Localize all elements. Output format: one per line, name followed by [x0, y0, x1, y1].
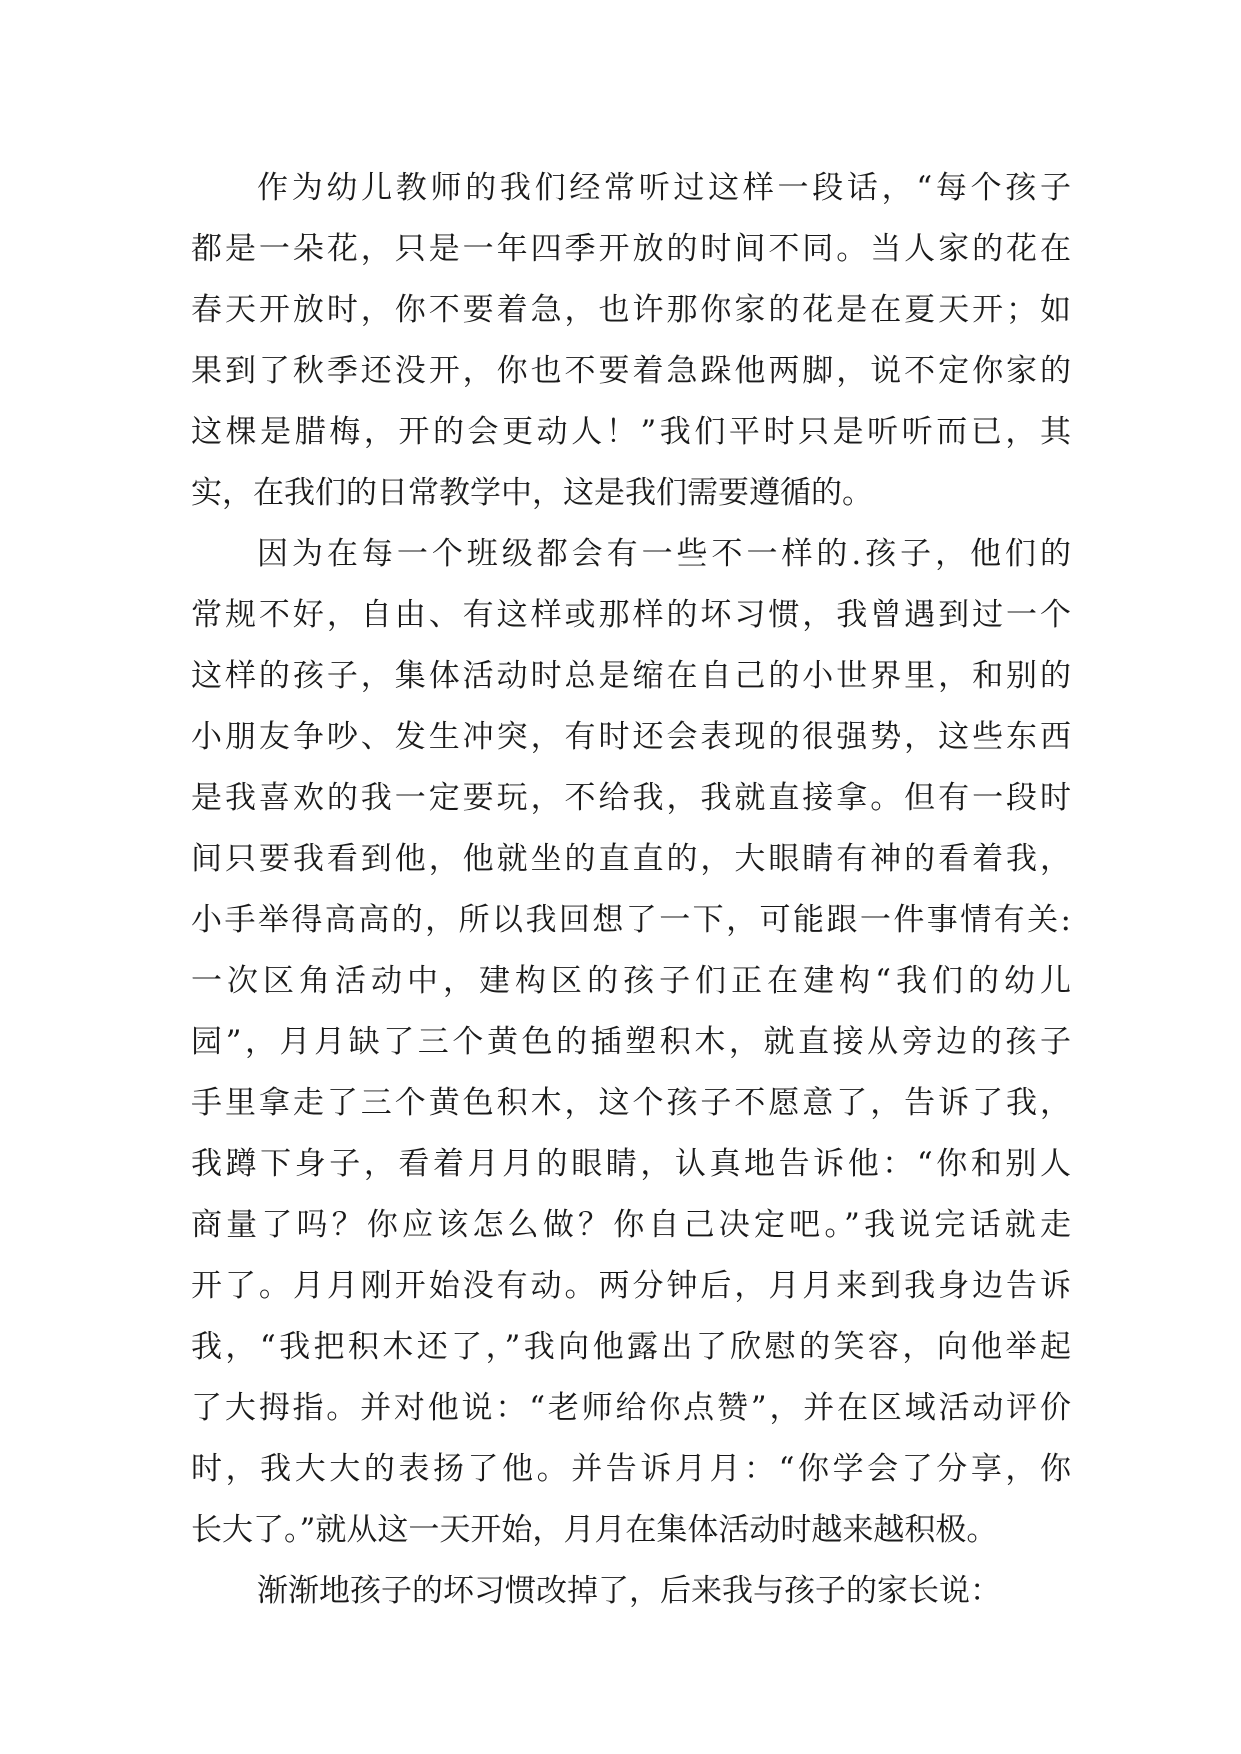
text-line: 实，在我们的日常教学中，这是我们需要遵循的。 [191, 475, 873, 511]
text-line: 开了。月月刚开始没有动。两分钟后，月月来到我身边告诉 [191, 1268, 1071, 1304]
text-line: 这样的孩子，集体活动时总是缩在自己的小世界里，和别的 [191, 658, 1071, 694]
text-line: 渐渐地孩子的坏习惯改掉了，后来我与孩子的家长说： [257, 1573, 1001, 1609]
text-line: 是我喜欢的我一定要玩，不给我，我就直接拿。但有一段时 [191, 780, 1071, 816]
text-line: 园”，月月缺了三个黄色的插塑积木，就直接从旁边的孩子 [191, 1024, 1071, 1060]
text-line: 长大了。”就从这一天开始，月月在集体活动时越来越积极。 [191, 1512, 998, 1548]
text-line: 都是一朵花，只是一年四季开放的时间不同。当人家的花在 [191, 231, 1071, 267]
text-line: 商量了吗？你应该怎么做？你自己决定吧。”我说完话就走 [191, 1207, 1071, 1243]
text-line: 间只要我看到他，他就坐的直直的，大眼睛有神的看着我， [191, 841, 1071, 877]
paragraph-1 [191, 158, 1071, 524]
text-line: 这棵是腊梅，开的会更动人！”我们平时只是听听而已，其 [191, 414, 1071, 450]
text-line: 我，“我把积木还了，”我向他露出了欣慰的笑容，向他举起 [191, 1329, 1071, 1365]
text-line: 手里拿走了三个黄色积木，这个孩子不愿意了，告诉了我， [191, 1085, 1071, 1121]
text-line: 因为在每一个班级都会有一些不一样的.孩子，他们的 [257, 536, 1071, 572]
text-line: 春天开放时，你不要着急，也许那你家的花是在夏天开；如 [191, 292, 1071, 328]
text-line: 常规不好，自由、有这样或那样的坏习惯，我曾遇到过一个 [191, 597, 1071, 633]
document-body [191, 158, 1071, 1622]
paragraph-3 [191, 1561, 1071, 1622]
text-line: 小朋友争吵、发生冲突，有时还会表现的很强势，这些东西 [191, 719, 1071, 755]
paragraph-2 [191, 524, 1071, 1561]
text-line: 作为幼儿教师的我们经常听过这样一段话，“每个孩子 [257, 170, 1071, 206]
text-line: 小手举得高高的，所以我回想了一下，可能跟一件事情有关: [191, 902, 1071, 938]
text-line: 果到了秋季还没开，你也不要着急跺他两脚，说不定你家的 [191, 353, 1071, 389]
text-line: 时，我大大的表扬了他。并告诉月月：“你学会了分享，你 [191, 1451, 1071, 1487]
text-line: 我蹲下身子，看着月月的眼睛，认真地告诉他：“你和别人 [191, 1146, 1071, 1182]
text-line: 一次区角活动中，建构区的孩子们正在建构“我们的幼儿 [191, 963, 1071, 999]
text-line: 了大拇指。并对他说：“老师给你点赞”，并在区域活动评价 [191, 1390, 1071, 1426]
